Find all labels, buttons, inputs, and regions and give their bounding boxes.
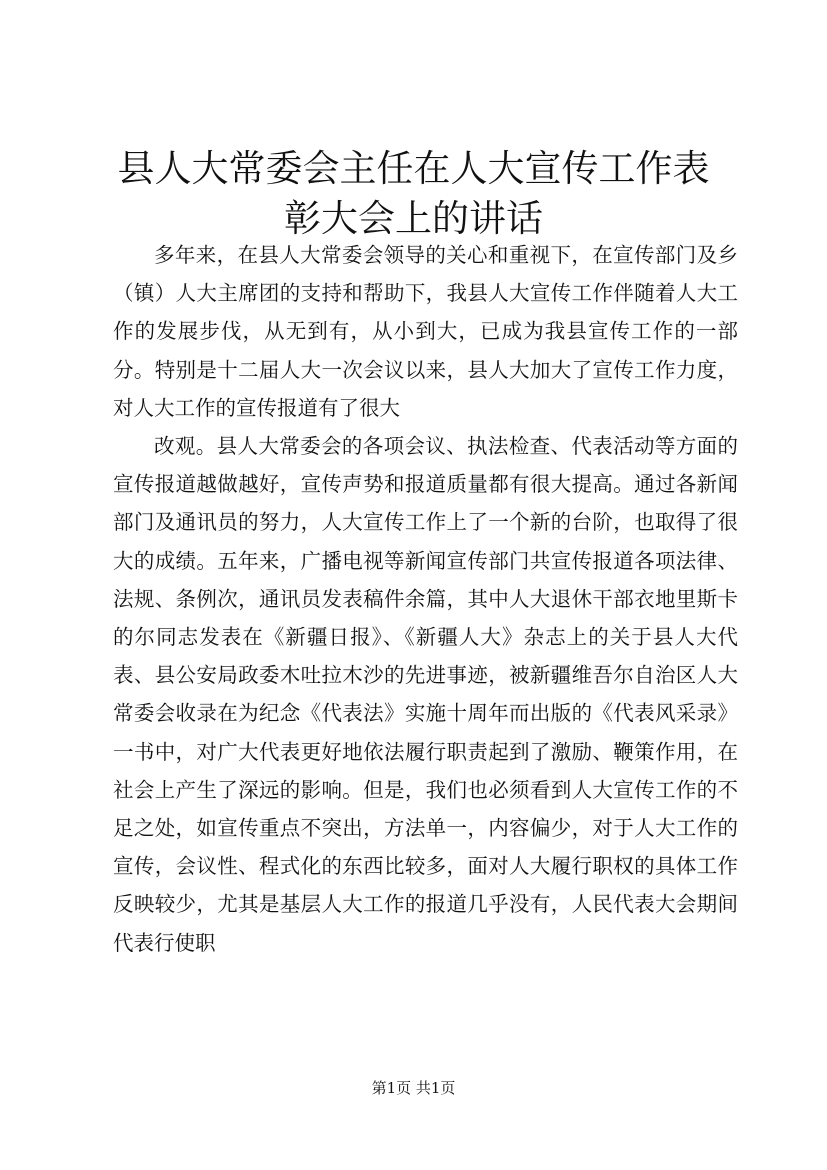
body-paragraph-1: 多年来，在县人大常委会领导的关心和重视下，在宣传部门及乡（镇）人大主席团的支持和帮助下，我县人大宣传工作伴随着人大工作的发展步伐，从无到有，从小到大，已成为我县宣传工作的一部分。特别是十二届人大一次会议以来，县人大加大了宣传工作力度，对人大工作的宣传报道有了很大	[113, 243, 738, 420]
body-paragraph-2: 改观。县人大常委会的各项会议、执法检查、代表活动等方面的宣传报道越做越好，宣传声势和报道质量都有很大提高。通过各新闻部门及通讯员的努力，人大宣传工作上了一个新的台阶，也取得了很大的成绩。五年来，广播电视等新闻宣传部门共宣传报道各项法律、法规、条例次，通讯员发表稿件余篇，其中人大退休干部衣地里斯卡的尔同志发表在《新疆日报》、《新疆人大》杂志上的关于县人大代表、县公安局政委木吐拉木沙的先进事迹，被新疆维吾尔自治区人大常委会收录在为纪念《代表法》实施十周年而出版的《代表风采录》一书中，对广大代表更好地依法履行职责起到了激励、鞭策作用，在社会上产生了深远的影响。但是，我们也必须看到人大宣传工作的不足之处，如宣传重点不突出，方法单一，内容偏少，对于人大工作的宣传，会议性、程式化的东西比较多，面对人大履行职权的具体工作反映较少，尤其是基层人大工作的报道几乎没有，人民代表大会期间代表行使职	[113, 434, 738, 955]
document-title: 县人大常委会主任在人大宣传工作表彰大会上的讲话	[117, 147, 710, 240]
page-footer: 第1页 共1页	[371, 1079, 456, 1097]
